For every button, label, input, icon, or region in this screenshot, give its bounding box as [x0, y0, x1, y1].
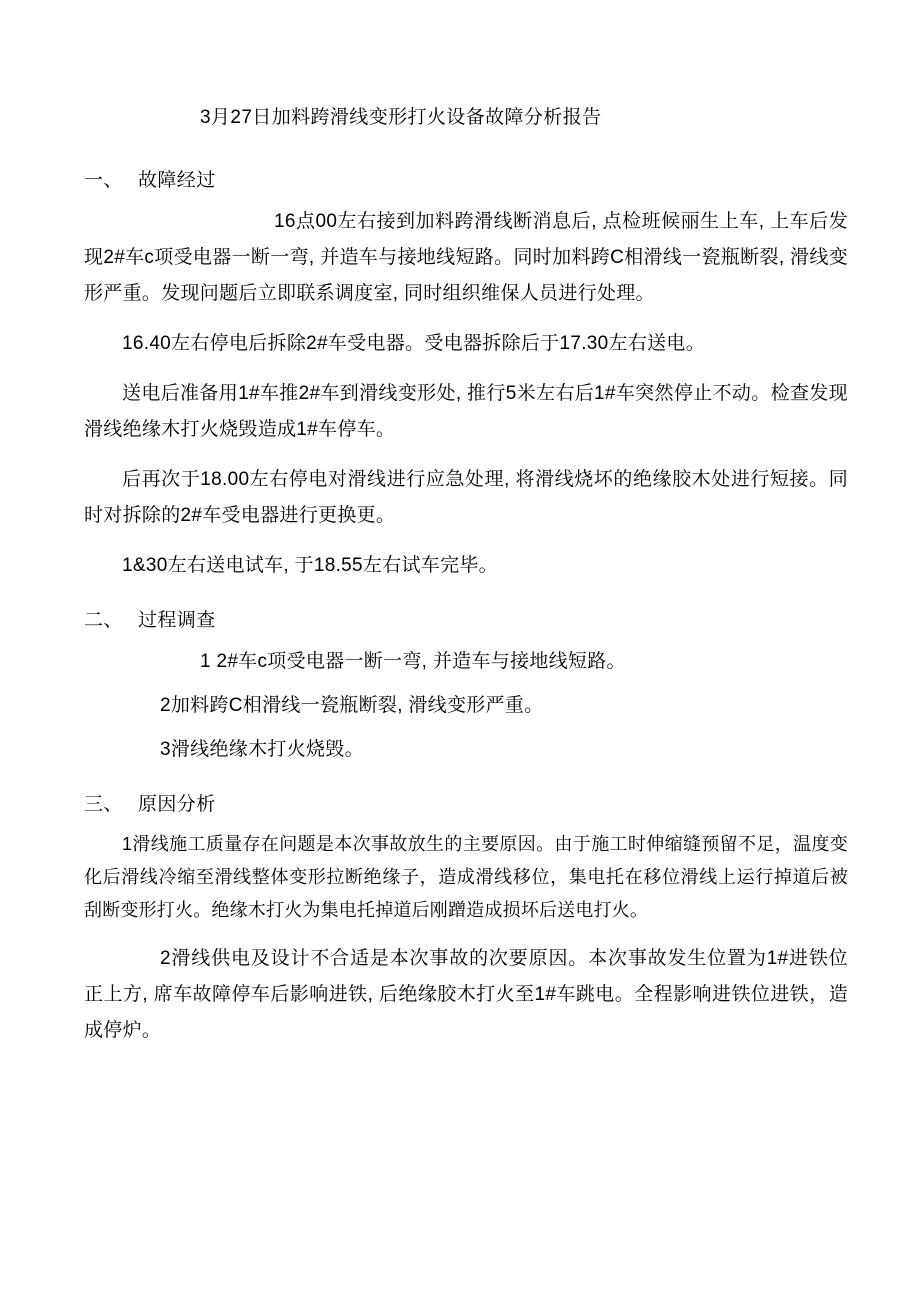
spacer	[0, 768, 920, 790]
section-number-2: 二、	[84, 610, 123, 631]
paragraph: 1&30左右送电试车, 于18.55左右试车完毕。	[122, 555, 498, 576]
paragraph: 16点00左右接到加料跨滑线断消息后, 点检班候丽生上车, 上车后发现2#车c项受电器一断一弯, 并造车与接地线短路。同时加料跨C相滑线一瓷瓶断裂, 滑线变形严重。发现问题后立即联系调度室, 同时组织维保人员进行处理。	[84, 211, 848, 304]
spacer	[0, 196, 920, 204]
section-number-3: 三、	[84, 794, 123, 815]
page-title: 3月27日加料跨滑线变形打火设备故障分析报告	[200, 107, 602, 128]
spacer	[0, 584, 920, 606]
paragraph: 3滑线绝缘木打火烧毁。	[160, 739, 364, 760]
section-number-1: 一、	[84, 170, 123, 191]
paragraph: 16.40左右停电后拆除2#车受电器。受电器拆除后于17.30左右送电。	[122, 333, 706, 354]
spacer	[0, 362, 920, 376]
section-title-2: 过程调查	[138, 610, 216, 631]
paragraph: 2加料跨C相滑线一瓷瓶断裂, 滑线变形严重。	[160, 695, 544, 716]
spacer	[0, 820, 920, 828]
spacer	[0, 636, 920, 644]
section-heading-1	[0, 166, 920, 196]
section-title-3: 原因分析	[138, 794, 216, 815]
paragraph: 2滑线供电及设计不合适是本次事故的次要原因。本次事故发生位置为1#进铁位正上方, 席车故障停车后影响进铁, 后绝缘胶木打火至1#车跳电。全程影响进铁位进铁，造成停炉。	[84, 948, 848, 1041]
spacer	[0, 312, 920, 326]
spacer	[0, 724, 920, 732]
paragraph: 1 2#车c项受电器一断一弯, 并造车与接地线短路。	[200, 651, 626, 672]
paragraph: 1滑线施工质量存在问题是本次事故放生的主要原因。由于施工时伸缩缝预留不足，温度变化后滑线冷缩至滑线整体变形拉断绝缘子，造成滑线移位，集电托在移位滑线上运行掉道后被刮断变形打火。绝缘木打火为集电托掉道后刚蹭造成损坏后送电打火。	[84, 834, 848, 920]
spacer	[0, 680, 920, 688]
paragraph: 送电后准备用1#车推2#车到滑线变形处, 推行5米左右后1#车突然停止不动。检查发现滑线绝缘木打火烧毁造成1#车停车。	[84, 383, 848, 440]
paragraph: 后再次于18.00左右停电对滑线进行应急处理, 将滑线烧坏的绝缘胶木处进行短接。同时对拆除的2#车受电器进行更换更。	[84, 469, 848, 526]
spacer	[0, 132, 920, 166]
spacer	[0, 927, 920, 941]
spacer	[0, 534, 920, 548]
section-title-1: 故障经过	[138, 170, 216, 191]
spacer	[0, 448, 920, 462]
section-heading-3	[0, 790, 920, 820]
section-heading-2	[0, 606, 920, 636]
